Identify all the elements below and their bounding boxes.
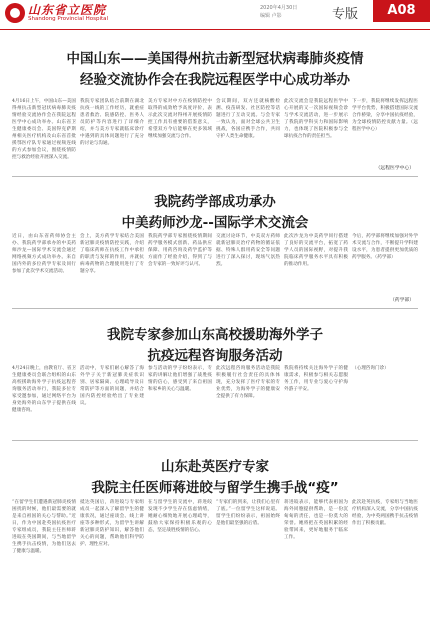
article-3-column-5: 我院将持续关注海外学子的健康需求，积极参与相关志愿服务工作，用专业与爱心守护海外游子平安。 <box>284 366 348 392</box>
article-1-column-4: 会议期间，双方还就核酸检测、疫苗研发、社区防控等话题进行了互动交流。与会专家一致认为，面对全球公共卫生挑战，各国应携手合作，共同守护人类生命健康。 <box>216 99 280 139</box>
article-2-headline-line-2: 中美药师沙龙--国际学术交流会 <box>121 215 309 231</box>
article-4-column-2: 抵达英国后，蒋进皎与专家组成员一起深入了解留学生的健康状况，通过座谈会、线上讲座等多种形式，为留学生讲解新冠肺炎防护知识，解答他们关心的问题，帮助他们科学防护、理性应对。 <box>80 500 144 547</box>
page-number-badge: A08 <box>373 0 430 22</box>
article-divider <box>12 176 418 177</box>
article-3-headline-line-1: 我院专家参加山东高校援助海外学子 <box>107 327 323 343</box>
article-3-column-1: 4月24日晚上，由教育厅、省卫生健康委员会联合组织的山东高校援助海外学子抗疫远程咨询服务活动举行，我院多位专家受邀参加，通过网络平台为身处海外的山东学子提供在线健康咨询。 <box>12 366 76 413</box>
article-2-body <box>12 233 418 304</box>
article-4-headline-line-1: 山东赴英医疗专家 <box>161 459 269 475</box>
article-4-column-3: 在与留学生的交流中，蒋进皎发现不少学生存在焦虑情绪，她耐心细致地开展心理疏导，鼓励大家保持积极乐观的心态，坚定战胜疫情的信心。 <box>148 500 212 533</box>
article-3-body <box>12 365 418 436</box>
article-2-column-3: 我院药学部专家围绕疫情期间药学服务模式创新、药品供应保障、用药咨询及药学监护等方面作了经验介绍，得到了与会专家的一致好评与认可。 <box>148 234 212 267</box>
article-1-column-5: 此次交流会是我院远程医学中心开展的又一次国际视频会诊与学术交流活动，进一步展示了我院的学科实力和国际影响力，也体现了医院积极参与全球抗疫合作的责任担当。 <box>284 99 348 139</box>
logo-title-cn: 山东省立医院 <box>28 3 107 17</box>
article-1-column-6: 下一步，我院将继续发挥远程医学平台优势，积极搭建国际交流合作桥梁，分享中国抗疫经验，为全球疫情防控贡献力量。（远程医学中心） <box>352 99 418 132</box>
article-1-body <box>12 98 418 172</box>
logo-title-en: Shandong Provincial Hospital <box>28 16 109 22</box>
article-4-headline-line-2: 我院主任医师蒋进皎与留学生携手战“疫” <box>91 480 339 496</box>
article-2-column-1: 近日，由山东省药师协会主办、我院药学部承办的中美药师沙龙—国际学术交流会通过网络视频方式成功举办。来自国内外的多位药学专家及同行参加了此次学术交流活动。 <box>12 234 76 274</box>
article-divider <box>12 308 418 309</box>
article-4-column-4: “专家们的到来，让我们心里有了底。”一位留学生这样说道。留学生们纷纷表示，祖国始终是他们最坚强的后盾。 <box>216 500 280 526</box>
article-divider <box>12 440 418 441</box>
article-3-headline-line-2: 抗疫远程咨询服务活动 <box>147 348 283 364</box>
article-2-column-2: 会上，美方药学专家结合美国新冠肺炎疫情防控实践，介绍了临床药师在抗疫工作中承担的职责与发挥的作用，并就抗病毒药物的合理使用进行了专题分享。 <box>80 234 144 274</box>
article-1-column-1: 4月16日上午，中国山东—美国得州抗击新型冠状病毒肺炎疫情经验交流协作会在我院远程医学中心成功举办。山东省卫生健康委员会、美国得克萨斯州相关医疗机构及山东省首批援鄂医疗队专家通过视频连线的方式参加会议，围绕疫情防控与救治经验开展深入交流。 <box>12 99 76 160</box>
article-2-headline-line-1: 我院药学部成功承办 <box>154 194 276 210</box>
article-1-headline-line-1: 中国山东——美国得州抗击新型冠状病毒肺炎疫情 <box>66 51 364 67</box>
article-2-column-5: 此次沙龙为中美药学同行搭建了良好的交流平台，拓宽了药学人员的国际视野，对提升我院临床药学服务水平具有积极的推动作用。 <box>284 234 348 267</box>
article-2-column-6: 今后，药学部将继续加强对外学术交流与合作，不断提升学科建设水平，为患者提供更加优质的药学服务。（药学部） <box>352 234 418 260</box>
article-4-column-6: 此次赴英抗疫，专家组与当地医疗机构深入交流，分享中国抗疫经验，为中英两国携手抗击疫情作出了积极贡献。 <box>352 500 418 526</box>
section-name: 专版 <box>332 7 359 22</box>
article-4-body <box>12 499 418 611</box>
article-4-column-5: 蒋进皎表示，能够代表祖国为海外同胞提供帮助，是一份沉甸甸的责任，也是一份莫大的荣誉。她将把在英国积累的经验带回来，更好地服务于临床工作。 <box>284 500 348 540</box>
article-4-column-1: “在留学生们遭遇新冠肺炎疫情困扰的时候，他们最需要的就是来自祖国的关心与帮助。”近日，作为中国赴英国抗疫医疗专家组成员，我院主任医师蒋进皎在英国期间，与当地留学生携手抗击疫情，为他们送去了健康与温暖。 <box>12 500 76 554</box>
article-2-column-4: 交流讨论环节，中美双方药师就新冠肺炎治疗药物的循证依据、特殊人群用药安全等问题进行了深入探讨，现场气氛热烈。 <box>216 234 280 267</box>
article-1-column-3: 美方专家对中方在疫情防控中取得的成效给予高度评价，表示此次交流对得州开展疫情防控工作具有重要的借鉴意义，希望双方今后能够在更多领域继续加强交流与合作。 <box>148 99 212 139</box>
article-3-column-4: 此次远程咨询服务活动是我院积极履行社会责任的具体体现，充分发挥了医疗专家的专业优势，为海外学子的健康安全提供了有力保障。 <box>216 366 280 399</box>
article-1-headline-line-2: 经验交流协作会在我院远程医学中心成功举办 <box>80 72 350 88</box>
article-1-credit: （远程医学中心） <box>375 166 414 171</box>
article-3-column-2: 活动中，专家们耐心解答了海外学子关于新冠肺炎症状识别、居家隔离、心理疏导及日常防护等方面的问题，并结合国内防控经验给出了专业建议。 <box>80 366 144 406</box>
article-3-column-3: 参与活动的学子纷纷表示，专家的讲解让他们增强了战胜疫情的信心，感受到了来自祖国和家乡的关心与温暖。 <box>148 366 212 392</box>
article-1-column-2: 我院专家团队结合前期在湖北抗疫一线的工作经历，就重症患者救治、院感防控、医务人员防护等内容进行了详细介绍，并与美方专家就临床诊疗中遇到的具体问题进行了充分的讨论与沟通。 <box>80 99 144 146</box>
article-2-credit: （药学部） <box>390 298 414 303</box>
issue-date: 2020年4月30日 <box>260 5 298 11</box>
issue-editor: 编辑 卢影 <box>260 13 282 19</box>
hospital-logo-icon <box>5 3 25 23</box>
article-3-column-6: （心理咨询门诊） <box>352 366 389 371</box>
masthead <box>0 0 430 30</box>
